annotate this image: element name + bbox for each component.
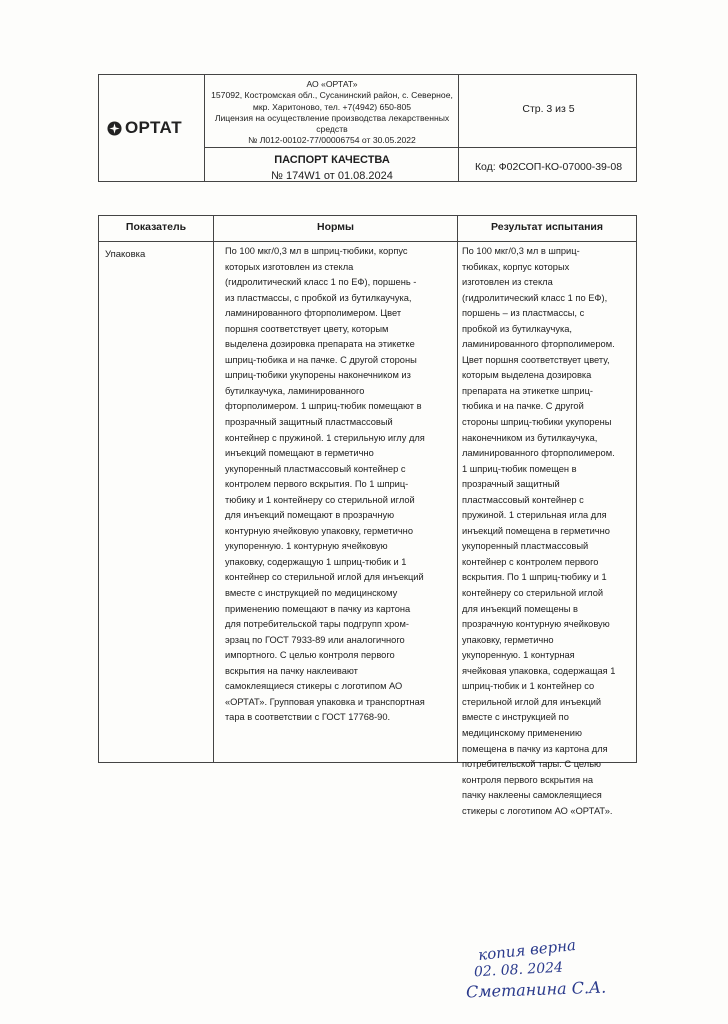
text-line: поршня соответствует цвету, которым [225, 323, 389, 334]
text-line: эрзац по ГОСТ 7933-89 или аналогичного [225, 634, 405, 645]
text-line: потребительской тары. С целью [462, 759, 602, 770]
text-line: вскрытия. По 1 шприц-тюбику и 1 [462, 572, 607, 583]
text-line: поршень – из пластмассы, с [462, 308, 585, 319]
table-cell-norms [225, 244, 453, 726]
text-line: 1 шприц-тюбик помещен в [462, 463, 577, 474]
text-line: из пластмассы, с пробкой из бутилкаучука, [225, 292, 412, 303]
text-line: пластмассовый контейнер с [462, 494, 584, 505]
text-line: контроля первого вскрытия на [462, 774, 594, 785]
column-header-norms: Нормы [316, 221, 354, 233]
org-license: Лицензия на осуществление производства лекарственных [214, 112, 450, 123]
text-line: укупоренную. 1 контурная [462, 650, 575, 661]
org-contact: мкр. Харитоново, тел. +7(4942) 650-805 [252, 101, 412, 112]
text-line: тюбика и на пачке. С другой [462, 401, 584, 412]
text-line: бутилкаучука, ламинированного [225, 385, 365, 396]
text-line: прозрачный защитный пластмассовый [225, 417, 393, 428]
org-address: 157092, Костромская обл., Сусанинский район, с. Северное, [211, 90, 453, 101]
table-cell-indicator: Упаковка [105, 249, 146, 260]
quality-table [98, 215, 637, 816]
text-line: тюбиках, корпус которых [462, 261, 570, 272]
text-line: ламинированного фторполимером. [462, 448, 615, 459]
table-divider [99, 241, 636, 242]
text-line: упаковку, герметично [462, 634, 554, 645]
text-line: Цвет поршня соответствует цвету, [462, 354, 610, 365]
text-line: упаковку, содержащую 1 шприц-тюбик и 1 [225, 556, 407, 567]
logo-text: ОРТАТ [125, 118, 182, 137]
text-line: укупоренный пластмассовый [462, 541, 589, 552]
text-line: укупоренный пластмассовый контейнер с [225, 463, 406, 474]
table-divider [457, 216, 458, 762]
text-line: стороны шприц-тюбики укупорены [462, 417, 612, 428]
text-line: изготовлен из стекла [462, 277, 553, 288]
text-line: ячейковая упаковка, содержащая 1 [462, 665, 616, 676]
text-line: контейнер с пружиной. 1 стерильную иглу для [225, 432, 425, 443]
text-line: вместе с инструкцией по [462, 712, 569, 723]
text-line: стикеры с логотипом АО «ОРТАТ». [462, 805, 613, 816]
text-line: тара в соответствии с ГОСТ 17768-90. [225, 712, 391, 723]
text-line: укупоренную. 1 контурную ячейковую [225, 541, 388, 552]
organization-details [207, 79, 457, 147]
text-line: (гидролитический класс 1 по ЕФ), [462, 292, 608, 303]
page-number: Стр. 3 из 5 [522, 103, 575, 115]
text-line: импортного. С целью контроля первого [225, 650, 395, 661]
header-divider [204, 75, 205, 181]
column-header-indicator: Показатель [125, 221, 187, 233]
table-divider [213, 216, 214, 762]
text-line: прозрачную контурную ячейковую [462, 619, 610, 630]
text-line: пружиной. 1 стерильная игла для [462, 510, 607, 521]
text-line: вскрытия на пачку наклеивают [225, 665, 358, 676]
text-line: шприц-тюбики укупорены наконечником из [225, 370, 411, 381]
text-line: применению помещают в пачку из картона [225, 603, 411, 614]
text-line: медицинскому применению [462, 727, 582, 738]
org-license: средств [316, 124, 348, 135]
text-line: вместе с инструкцией по медицинскому [225, 588, 398, 599]
text-line: для потребительской тары подгрупп хром- [225, 619, 409, 630]
text-line: шприц-тюбика и на пачке. С другой стороны [225, 354, 417, 365]
text-line: самоклеящиеся стикеры с логотипом АО [225, 681, 403, 692]
text-line: тюбику и 1 контейнеру со стерильной иглой [225, 494, 415, 505]
text-line: контурную ячейковую упаковку, герметично [225, 525, 413, 536]
text-line: ламинированного фторполимером. [462, 339, 615, 350]
text-line: шприц-тюбик и 1 контейнер со [462, 681, 595, 692]
text-line: прозрачный защитный [462, 479, 560, 490]
handwritten-certification: копия верна [477, 935, 577, 965]
org-name: АО «ОРТАТ» [306, 79, 358, 89]
text-line: которых изготовлен из стекла [225, 261, 354, 272]
text-line: По 100 мкг/0,3 мл в шприц-тюбики, корпус [225, 246, 408, 256]
text-line: «ОРТАТ». Групповая упаковка и транспортная [225, 696, 425, 707]
table-cell-result [462, 244, 634, 819]
text-line: контейнер со стерильной иглой для инъекций [225, 572, 424, 583]
document-number: № 174W1 от 01.08.2024 [271, 170, 393, 182]
text-line: выделена дозировка препарата на этикетке [225, 339, 415, 350]
text-line: контейнеру со стерильной иглой [462, 588, 604, 599]
text-line: контейнер с контролем первого [462, 556, 599, 567]
text-line: По 100 мкг/0,3 мл в шприц- [462, 246, 580, 256]
text-line: стерильной иглой для инъекций [462, 696, 602, 707]
text-line: препарата на этикетке шприц- [462, 385, 593, 396]
text-line: (гидролитический класс 1 по ЕФ), поршень - [225, 277, 417, 288]
document-title: ПАСПОРТ КАЧЕСТВА [274, 154, 390, 166]
column-header-result: Результат испытания [491, 221, 603, 233]
text-line: инъекций помещена в герметично [462, 525, 610, 536]
text-line: пробкой из бутилкаучука, [462, 323, 573, 334]
text-line: помещена в пачку из картона для [462, 743, 608, 754]
header-divider [204, 147, 636, 148]
text-line: пачку наклеены самоклеящиеся [462, 790, 602, 801]
document-code: Код: Ф02СОП-КО-07000-39-08 [474, 161, 623, 173]
text-line: которым выделена дозировка [462, 370, 592, 381]
company-logo [107, 117, 199, 139]
handwritten-date: 02. 08. 2024 [473, 959, 564, 981]
document-header [98, 74, 637, 182]
text-line: для инъекций помещают в прозрачную [225, 510, 395, 521]
text-line: фторполимером. 1 шприц-тюбик помещают в [225, 401, 422, 412]
ortat-logo-icon [107, 121, 122, 136]
text-line: наконечником из бутилкаучука, [462, 432, 598, 443]
handwritten-signature: Сметанина С.А. [465, 977, 607, 1002]
header-divider [458, 75, 459, 181]
text-line: для инъекций помещены в [462, 603, 578, 614]
text-line: инъекций помещают в герметично [225, 448, 374, 459]
org-license-number: № Л012-00102-77/00006754 от 30.05.2022 [248, 135, 416, 146]
text-line: контролем первого вскрытия. По 1 шприц- [225, 479, 409, 490]
text-line: ламинированного фторполимером. Цвет [225, 308, 402, 319]
document-title-block [207, 153, 457, 184]
